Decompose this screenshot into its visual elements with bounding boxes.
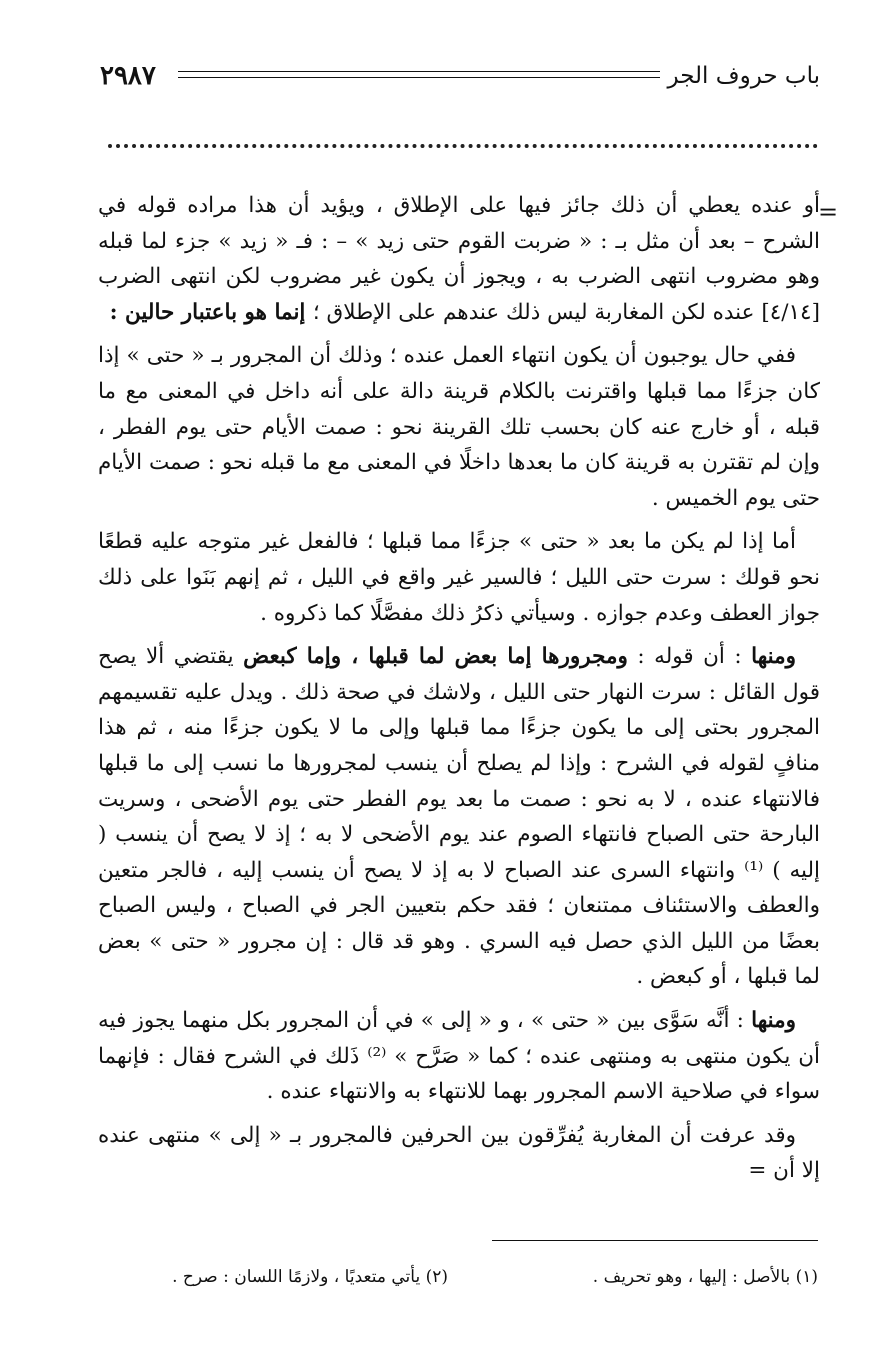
dotted-separator: [108, 144, 818, 152]
paragraph: ومنها : أن قوله : ومجرورها إما بعض لما قبلها ، وإما كبعض يقتضي ألا يصح قول القائل : سرت النهار حتى الليل ، ولاشك في صحة ذلك . ويدل عليه تقسيمهم المجرور بحتى إلى ما يكون جزءًا مما قبلها وإلى ما لا يكون جزءًا منه ، ثم هذا منافٍ لقوله في الشرح : وإذا لم يصلح أن ينسب لمجرورها ما نسب إلى ما قبلها فالانتهاء عنده ، لا به نحو : صمت ما بعد يوم الفطر حتى يوم الأضحى ، وسريت البارحة حتى الصباح فانتهاء الصوم عند يوم الأضحى لا به ؛ إذ لا يصح أن ينسب ( إليه ) ⁽¹⁾ وانتهاء السرى عند الصباح لا به إذ لا يصح أن ينسب إليه ، فالجر متعين والعطف والاستئناف ممتنعان ؛ فقد حكم بتعيين الجر في الصباح ، وليس الصباح بعضًا من الليل الذي حصل فيه السري . وهو قد قال : إن مجرور « حتى » بعض لما قبلها ، أو كبعض .: [98, 644, 820, 990]
paragraph: أو عنده يعطي أن ذلك جائز فيها على الإطلاق ، ويؤيد أن هذا مراده قوله في الشرح – بعد أن مثل بـ : « ضربت القوم حتى زيد » – : فـ « زيد » جزء لما قبله وهو مضروب انتهى الضرب به ، ويجوز أن يكون غير مضروب لكن انتهى الضرب [٤/١٤] عنده لكن المغاربة ليس ذلك عندهم على الإطلاق ؛ إنما هو باعتبار حالين :: [98, 193, 820, 325]
paragraph: وقد عرفت أن المغاربة يُفرِّقون بين الحرفين فالمجرور بـ « إلى » منتهى عنده إلا أن =: [98, 1122, 820, 1184]
footnote-2: (٢) يأتي متعديًا ، ولازمًا اللسان : صرح .: [172, 1267, 448, 1287]
chapter-title: باب حروف الجر: [667, 63, 820, 89]
paragraph: ومنها : أنَّه سَوَّى بين « حتى » ، و « إلى » في أن المجرور بكل منهما يجوز فيه أن يكون منتهى به ومنتهى عنده ؛ كما « صَرَّح » ⁽²⁾ ذَلك في الشرح فقال : فإنهما سواء في صلاحية الاسم المجرور بهما للانتهاء به والانتهاء عنده .: [98, 1008, 820, 1105]
paragraph: أما إذا لم يكن ما بعد « حتى » جزءًا مما قبلها ؛ فالفعل غير متوجه عليه قطعًا نحو قولك : سرت حتى الليل ؛ فالسير غير واقع في الليل ، ثم إنهم بَنَوا على ذلك جواز العطف وعدم جوازه . وسيأتي ذكرُ ذلك مفصَّلًا كما ذكروه .: [98, 529, 820, 626]
footnote-separator: [492, 1240, 818, 1241]
header-double-rule: [178, 71, 660, 78]
paragraph: ففي حال يوجبون أن يكون انتهاء العمل عنده ؛ وذلك أن المجرور بـ « حتى » إذا كان جزءًا مما قبلها واقترنت بالكلام قرينة دالة على أنه داخل في المعنى مع ما قبله ، أو خارج عنه كان بحسب تلك القرينة نحو : صمت الأيام حتى يوم الفطر ، وإن لم تقترن به قرينة كان ما بعدها داخلًا في المعنى مع ما قبله نحو : صمت الأيام حتى يوم الخميس .: [98, 343, 820, 511]
page-number: ٢٩٨٧: [100, 61, 156, 91]
body-text: [98, 188, 820, 1197]
footnote-1: (١) بالأصل : إليها ، وهو تحريف .: [592, 1267, 818, 1287]
page-header: [100, 58, 820, 94]
continuation-mark-top: =: [818, 198, 839, 226]
footnotes: [100, 1262, 818, 1292]
